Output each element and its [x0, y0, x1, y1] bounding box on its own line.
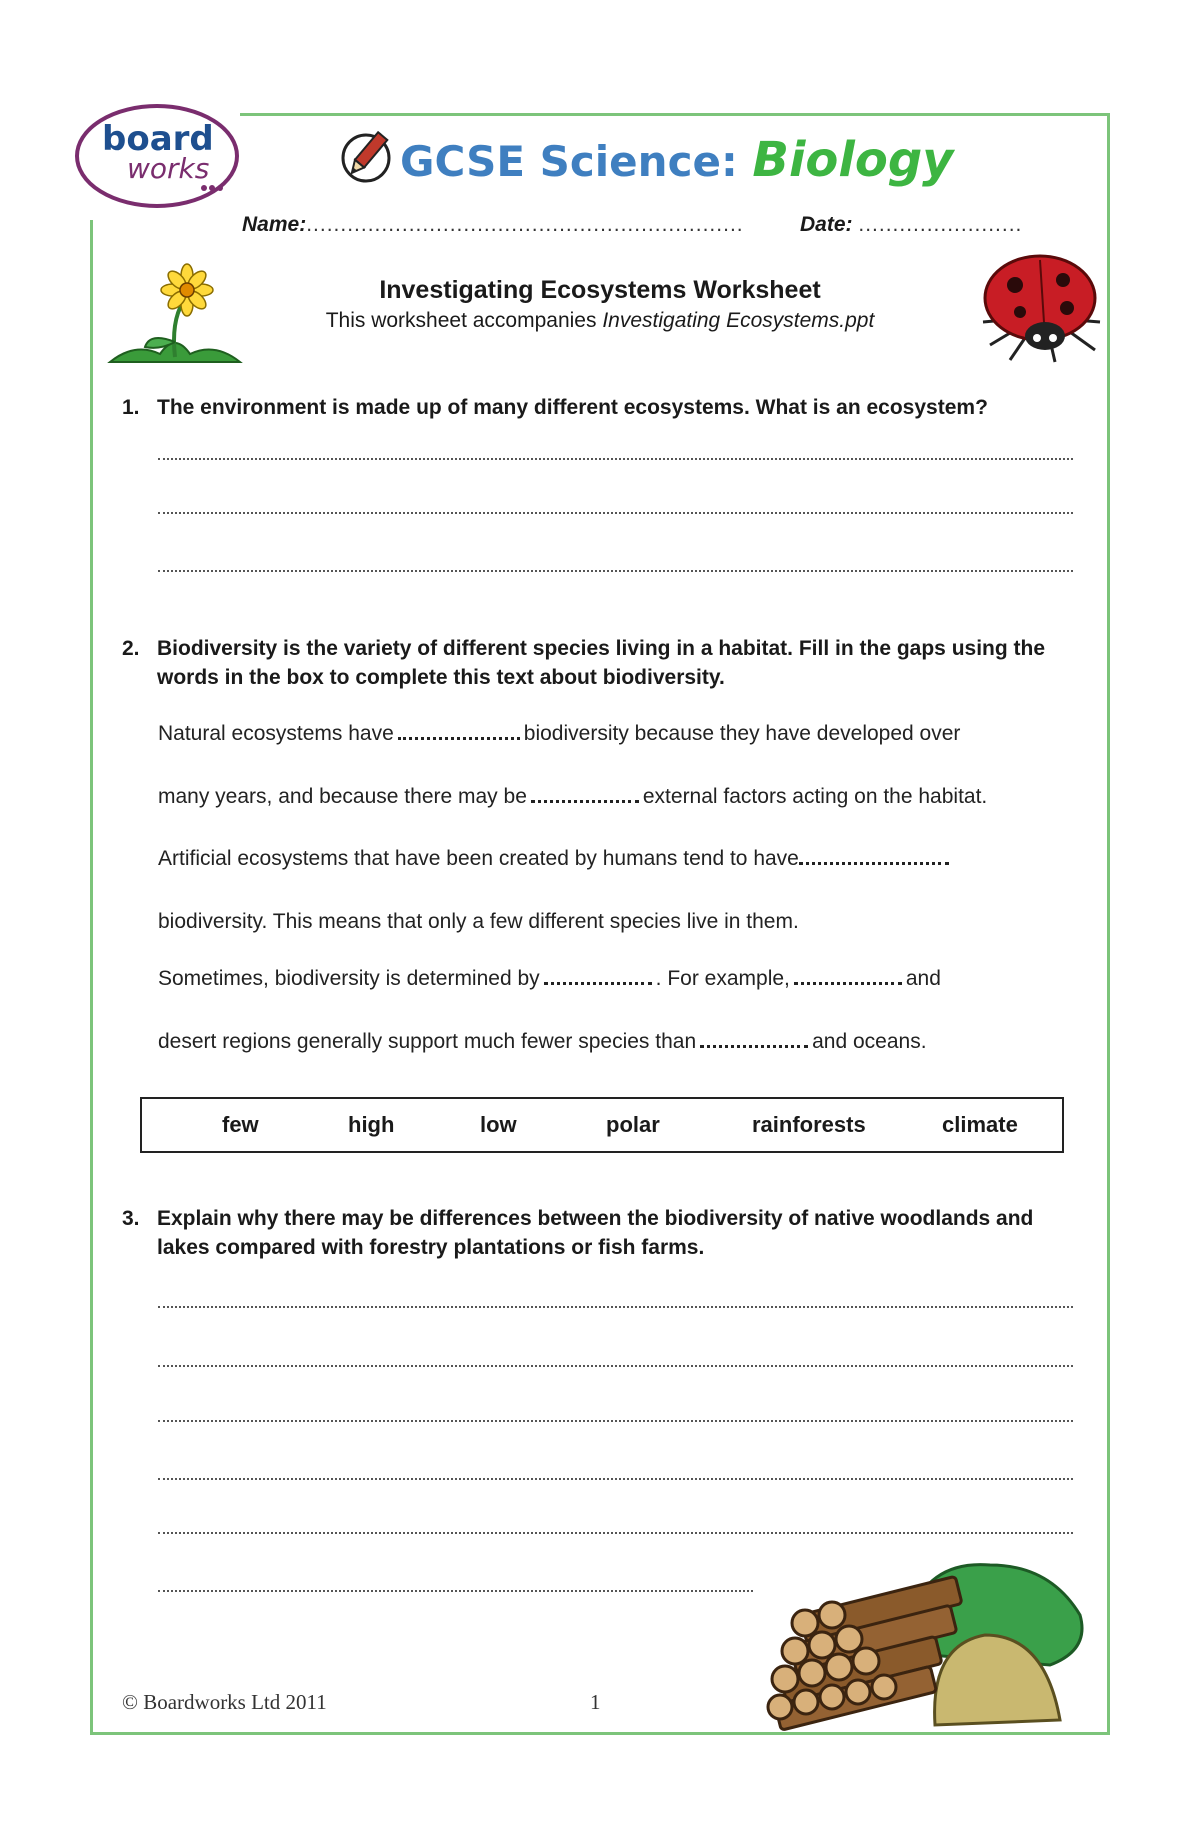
gap-blank[interactable]: [700, 1034, 808, 1048]
worksheet-title: Investigating Ecosystems Worksheet: [379, 276, 821, 304]
page-number: 1: [590, 1690, 601, 1714]
answer-line[interactable]: [158, 458, 1073, 460]
copyright-notice: © Boardworks Ltd 2011: [122, 1690, 327, 1714]
title-biology: Biology: [752, 132, 954, 188]
word-option[interactable]: climate: [942, 1112, 1018, 1137]
gap-blank[interactable]: [544, 971, 652, 985]
answer-line[interactable]: [158, 512, 1073, 514]
gap-fill-line: biodiversity. This means that only a few different species live in them.: [158, 910, 799, 933]
gap-fill-line: Natural ecosystems have biodiversity because they have developed over: [158, 722, 961, 745]
word-option[interactable]: polar: [606, 1112, 660, 1137]
name-field[interactable]: Name:................................................................: [242, 213, 744, 236]
svg-text:board: board: [102, 119, 214, 159]
answer-line[interactable]: [158, 1532, 1073, 1534]
question-1: 1. The environment is made up of many different ecosystems. What is an ecosystem?: [122, 396, 988, 419]
word-option[interactable]: low: [480, 1112, 517, 1137]
logs-compost-illustration: [760, 1555, 1090, 1735]
answer-line[interactable]: [158, 1365, 1073, 1367]
word-option[interactable]: rainforests: [752, 1112, 866, 1137]
gap-fill-line: Sometimes, biodiversity is determined by . For example, and: [158, 967, 941, 990]
gap-fill-line: desert regions generally support much fewer species than and oceans.: [158, 1030, 927, 1053]
answer-line[interactable]: [158, 1478, 1073, 1480]
gap-fill-line: Artificial ecosystems that have been created by humans tend to have: [158, 847, 953, 871]
answer-line[interactable]: [158, 1420, 1073, 1422]
ladybird-illustration: [975, 250, 1105, 365]
title-gcse-science: GCSE Science:: [400, 137, 753, 186]
gap-fill-line: many years, and because there may be external factors acting on the habitat.: [158, 785, 988, 808]
gap-blank[interactable]: [794, 971, 902, 985]
date-field[interactable]: Date: ........................: [800, 213, 1023, 236]
pencil-icon: [338, 128, 394, 184]
worksheet-subtitle: This worksheet accompanies Investigating Ecosystems.ppt: [325, 309, 875, 332]
gap-blank[interactable]: [398, 726, 520, 740]
word-option[interactable]: high: [348, 1112, 395, 1137]
answer-line[interactable]: [158, 1306, 1073, 1308]
answer-line[interactable]: [158, 1590, 753, 1592]
question-2: 2. Biodiversity is the variety of different species living in a habitat. Fill in the gaps using the words in the box to complete this text about biodiversity.: [122, 637, 1046, 689]
page-title: [400, 132, 953, 188]
svg-text:works: works: [127, 152, 210, 185]
question-3: 3. Explain why there may be differences between the biodiversity of native woodlands and lakes compared with forestry plantations or fish farms.: [122, 1207, 1034, 1259]
answer-line[interactable]: [158, 570, 1073, 572]
gap-blank[interactable]: [531, 789, 639, 803]
gap-blank[interactable]: [799, 851, 949, 865]
word-option[interactable]: few: [222, 1112, 259, 1137]
word-box: [140, 1097, 1064, 1153]
boardworks-logo: [72, 100, 242, 212]
